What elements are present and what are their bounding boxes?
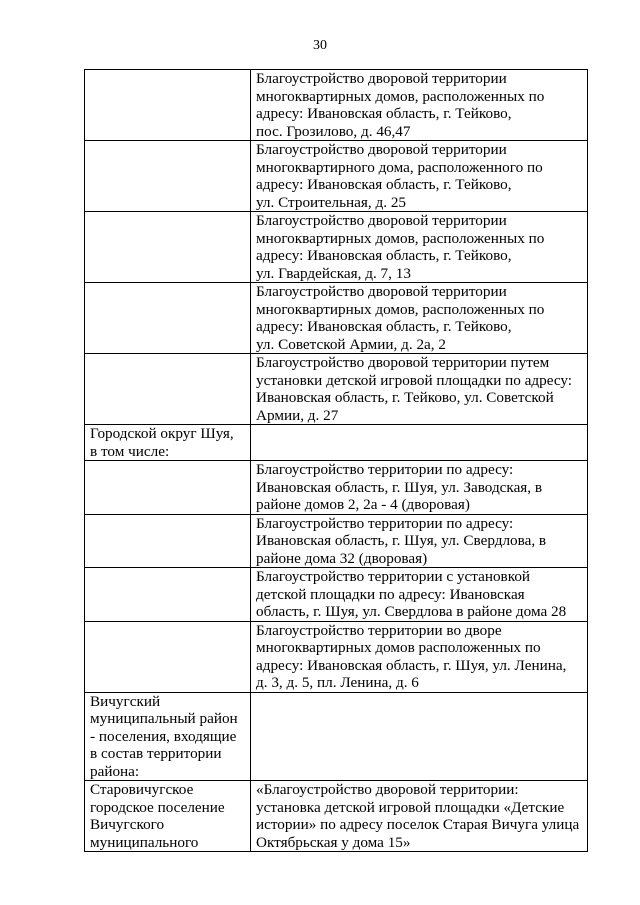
project-text: Благоустройство дворовой территории путем установки детской игровой площадки по адресу: Ивановская область, г. Тейково, ул. Советской Армии, д. 27 [256, 354, 573, 424]
project-cell [251, 568, 588, 622]
table-row [85, 692, 588, 781]
project-cell [251, 141, 588, 212]
project-cell [251, 354, 588, 425]
project-cell [251, 621, 588, 692]
municipality-cell [85, 212, 251, 283]
table-row [85, 461, 588, 515]
table-row [85, 70, 588, 141]
project-text: Благоустройство территории во дворе многоквартирных домов расположенных по адресу: Ивановская область, г. Шуя, ул. Ленина, д. 3, д. 5, пл. Ленина, д. 6 [256, 621, 567, 691]
municipality-cell [85, 568, 251, 622]
table-row [85, 425, 588, 461]
table-row [85, 621, 588, 692]
table-row [85, 283, 588, 354]
project-text: Благоустройство территории с установкой детской площадки по адресу: Ивановская область, г. Шуя, ул. Свердлова в районе дома 28 [256, 568, 567, 620]
municipality-cell [85, 425, 251, 461]
municipality-cell [85, 621, 251, 692]
municipality-cell [85, 514, 251, 568]
project-text: Благоустройство территории по адресу: Ивановская область, г. Шуя, ул. Заводская, в районе домов 2, 2а - 4 (дворовая) [256, 461, 543, 513]
project-cell [251, 514, 588, 568]
project-text: Благоустройство дворовой территории многоквартирных домов, расположенных по адресу: Ивановская область, г. Тейково, пос. Грозилово, д. 46,47 [256, 70, 545, 140]
project-cell [251, 70, 588, 141]
municipality-cell [85, 141, 251, 212]
improvement-table [84, 69, 588, 852]
municipality-text: Старовичугское городское поселение Вичугского муниципального [90, 781, 225, 851]
project-cell [251, 212, 588, 283]
project-cell [251, 461, 588, 515]
municipality-cell [85, 354, 251, 425]
table-row [85, 514, 588, 568]
project-text: Благоустройство дворовой территории многоквартирного дома, расположенного по адресу: Ивановская область, г. Тейково, ул. Строительная, д. 25 [256, 141, 543, 211]
project-cell [251, 781, 588, 852]
municipality-text: Городской округ Шуя, в том числе: [90, 425, 234, 460]
municipality-cell [85, 461, 251, 515]
municipality-text: Вичугский муниципальный район - поселения, входящие в состав территории района: [90, 692, 238, 780]
project-text: Благоустройство территории по адресу: Ивановская область, г. Шуя, ул. Свердлова, в районе дома 32 (дворовая) [256, 514, 547, 567]
project-text: «Благоустройство дворовой территории: установка детской игровой площадки «Детские истории» по адресу поселок Старая Вичуга улица Октябрьская у дома 15» [256, 781, 580, 851]
table-row [85, 781, 588, 852]
table-body [85, 70, 588, 852]
project-cell [251, 425, 588, 461]
project-text: Благоустройство дворовой территории многоквартирных домов, расположенных по адресу: Ивановская область, г. Тейково, ул. Гвардейская, д. 7, 13 [256, 212, 545, 282]
project-cell [251, 692, 588, 781]
municipality-cell [85, 70, 251, 141]
municipality-cell [85, 283, 251, 354]
project-text: Благоустройство дворовой территории многоквартирных домов, расположенных по адресу: Ивановская область, г. Тейково, ул. Советской Армии, д. 2а, 2 [256, 283, 545, 353]
table-row [85, 568, 588, 622]
page-number: 30 [313, 38, 327, 53]
table-row [85, 212, 588, 283]
project-cell [251, 283, 588, 354]
table-row [85, 141, 588, 212]
municipality-cell [85, 692, 251, 781]
table-row [85, 354, 588, 425]
municipality-cell [85, 781, 251, 852]
